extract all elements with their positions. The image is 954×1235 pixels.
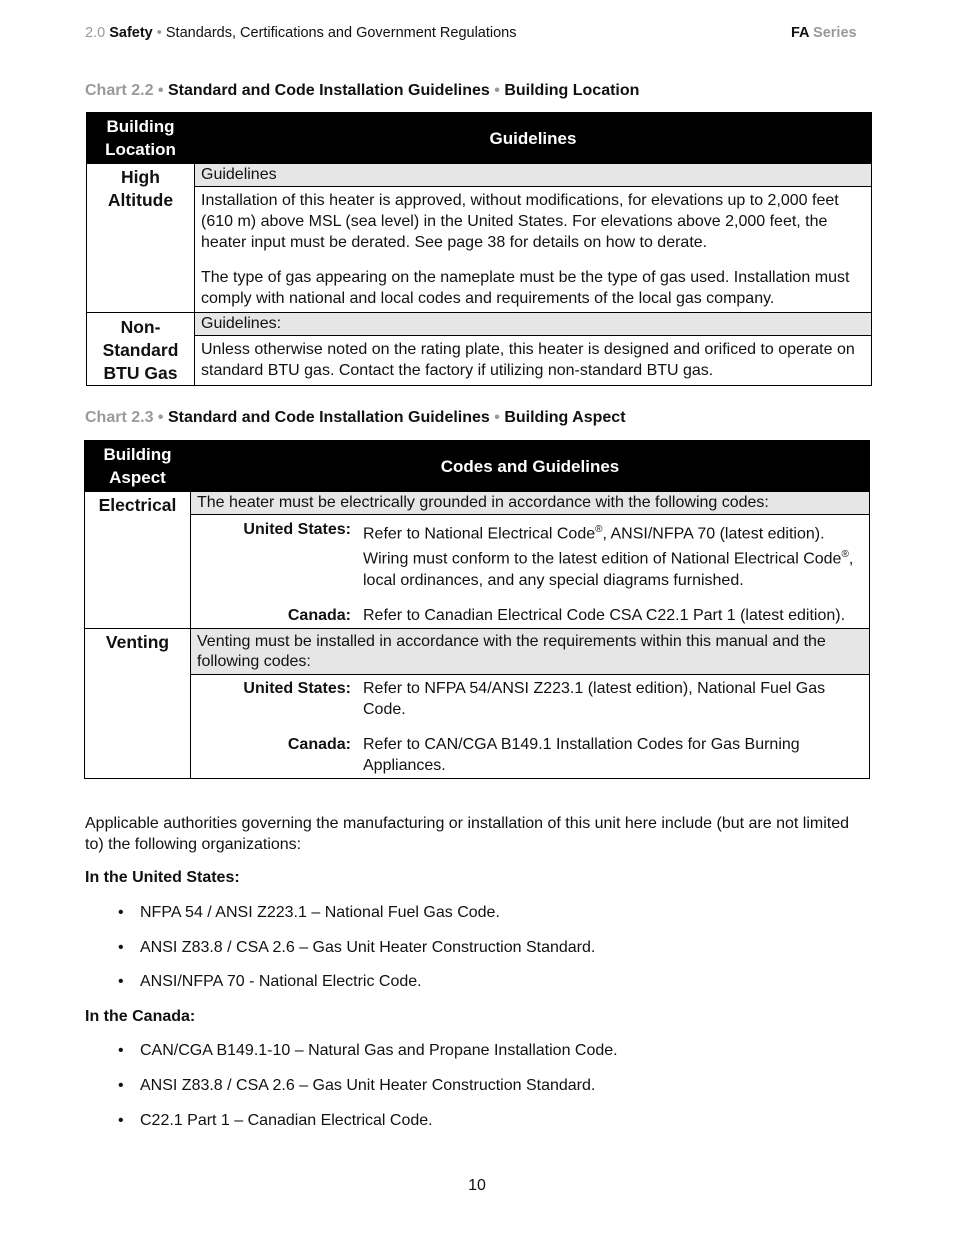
building-location-table — [86, 112, 872, 386]
canada-list-item: • C22.1 Part 1 – Canadian Electrical Code. — [118, 1112, 433, 1129]
intro-paragraph: Applicable authorities governing the manufacturing or installation of this unit here include (but are not limited to) the following organizations: — [85, 815, 849, 853]
high-altitude-shade: Guidelines — [195, 164, 872, 187]
running-header: 2.0 Safety • Standards, Certifications and Government Regulations — [85, 25, 517, 41]
series-label — [791, 25, 857, 41]
section-title: Safety — [109, 25, 153, 41]
electrical-us-text: Refer to National Electrical Code®, ANSI/NFPA 70 (latest edition). Wiring must conform to the latest edition of National Electrical Code®, local ordinances, and any special diagrams furnished. — [363, 524, 854, 589]
high-altitude-p1: Installation of this heater is approved, without modifications, for elevations up to 2,000 feet (610 m) above MSL (sea level) in the United States. For elevations above 2,000 feet, the heater input must be derated. See page 38 for details on how to derate. — [201, 192, 839, 251]
col-guidelines: Guidelines — [195, 113, 872, 164]
chart-2-3-label: Chart 2.3 — [85, 409, 154, 426]
high-altitude-p2: The type of gas appearing on the nameplate must be the type of gas used. Installation must comply with national and local codes and requirements of the local gas company. — [201, 269, 850, 307]
us-heading: In the United States: — [85, 869, 240, 886]
chart-2-3-caption: Chart 2.3 • Standard and Code Installation Guidelines • Building Aspect — [85, 409, 626, 426]
registered-mark: ® — [595, 524, 603, 535]
row-venting-label: Venting — [85, 628, 191, 778]
chart-2-2-label: Chart 2.2 — [85, 82, 154, 99]
col-building-aspect: Building Aspect — [85, 441, 191, 492]
chart-2-2-title: Standard and Code Installation Guidelines — [167, 82, 490, 99]
chart-2-3-title: Standard and Code Installation Guidelines — [167, 409, 490, 426]
non-standard-btu-text: Unless otherwise noted on the rating plate, this heater is designed and orificed to operate on standard BTU gas. Contact the factory if utilizing non-standard BTU gas. — [195, 336, 872, 386]
us-list-item: • NFPA 54 / ANSI Z223.1 – National Fuel Gas Code. — [118, 904, 500, 921]
electrical-shade: The heater must be electrically grounded in accordance with the following codes: — [191, 492, 870, 515]
row-electrical-label: Electrical — [85, 492, 191, 629]
page-number: 10 — [468, 1177, 486, 1194]
venting-canada-text: Refer to CAN/CGA B149.1 Installation Codes for Gas Burning Appliances. — [363, 735, 800, 774]
us-list-item: • ANSI/NFPA 70 - National Electric Code. — [118, 973, 422, 990]
electrical-canada-label: Canada: — [287, 606, 351, 624]
venting-canada — [197, 734, 863, 776]
electrical-us — [197, 519, 863, 591]
electrical-canada-text: Refer to Canadian Electrical Code CSA C22.1 Part 1 (latest edition). — [363, 606, 846, 624]
registered-mark: ® — [841, 549, 849, 561]
electrical-codes — [191, 515, 870, 629]
canada-list-item: • ANSI Z83.8 / CSA 2.6 – Gas Unit Heater Construction Standard. — [118, 1077, 596, 1094]
section-subtitle: Standards, Certifications and Government Regulations — [165, 25, 517, 41]
building-aspect-table — [84, 440, 870, 779]
venting-us — [197, 678, 863, 720]
electrical-us-label: United States: — [243, 521, 351, 538]
row-high-altitude-label: High Altitude — [87, 164, 195, 313]
section-number: 2.0 — [85, 25, 106, 41]
series-word: Series — [813, 25, 857, 41]
chart-2-2-subtitle: Building Location — [504, 82, 640, 99]
chart-2-2-caption: Chart 2.2 • Standard and Code Installation Guidelines • Building Location — [85, 82, 640, 99]
venting-us-text: Refer to NFPA 54/ANSI Z223.1 (latest edition), National Fuel Gas Code. — [363, 679, 826, 718]
high-altitude-text — [195, 187, 872, 313]
chart-2-3-subtitle: Building Aspect — [504, 409, 626, 426]
canada-list-item: • CAN/CGA B149.1-10 – Natural Gas and Propane Installation Code. — [118, 1042, 618, 1059]
col-codes-guidelines: Codes and Guidelines — [191, 441, 870, 492]
venting-canada-label: Canada: — [287, 735, 351, 753]
non-standard-btu-shade: Guidelines: — [195, 313, 872, 336]
us-list-item: • ANSI Z83.8 / CSA 2.6 – Gas Unit Heater Construction Standard. — [118, 939, 596, 956]
venting-codes — [191, 674, 870, 778]
series-fa: FA — [791, 25, 809, 41]
venting-us-label: United States: — [243, 679, 351, 697]
venting-shade: Venting must be installed in accordance with the requirements within this manual and the following codes: — [191, 628, 870, 674]
canada-heading: In the Canada: — [85, 1008, 196, 1025]
electrical-canada — [197, 605, 863, 626]
row-non-standard-btu-label: Non-Standard BTU Gas — [87, 313, 195, 386]
col-building-location: Building Location — [87, 113, 195, 164]
